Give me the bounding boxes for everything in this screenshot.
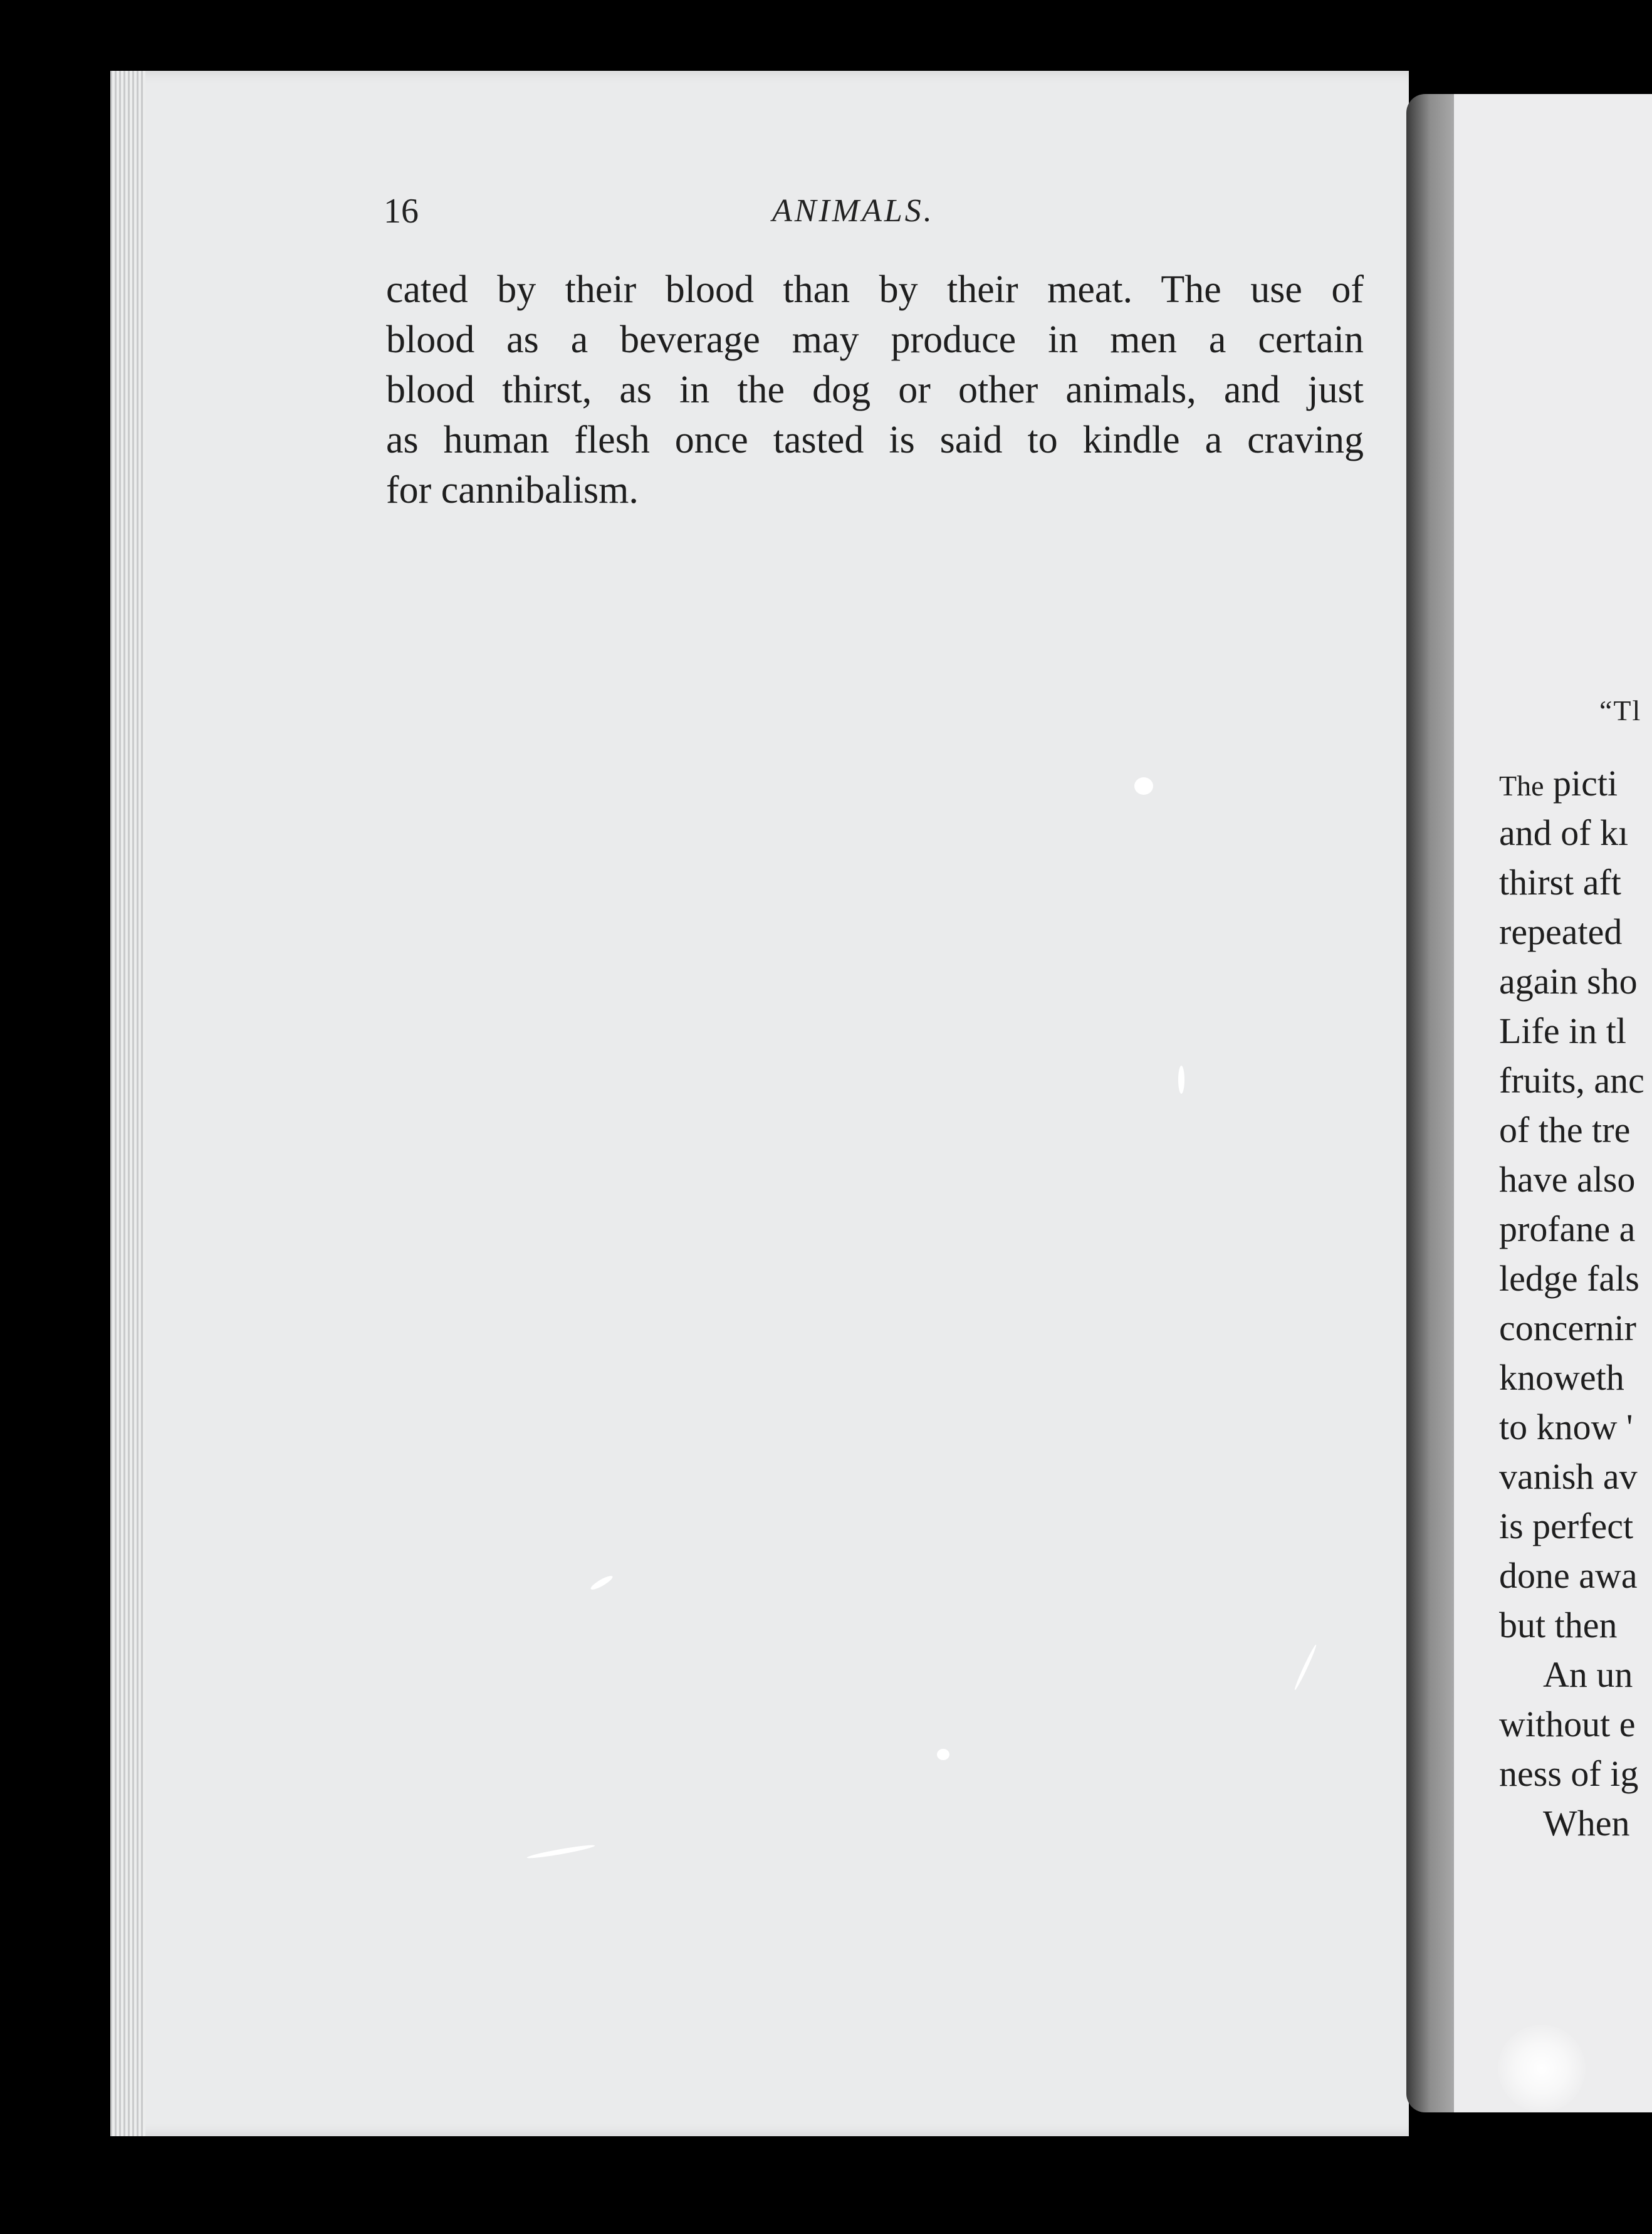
page-edges [110, 71, 145, 2136]
text-line: ness of ig [1499, 1753, 1639, 1794]
text-line: but then [1499, 1605, 1618, 1645]
text-line: blood as a beverage may produce in men a certain [386, 318, 1364, 361]
text-line: for cannibalism. [386, 469, 639, 511]
small-caps-word: The [1499, 770, 1544, 802]
text-line: fruits, anc [1499, 1060, 1644, 1101]
text-line: without e [1499, 1704, 1636, 1744]
text-line: knoweth [1499, 1357, 1624, 1398]
text-line: to know ' [1499, 1407, 1633, 1447]
running-head [384, 191, 1366, 241]
text-line: Life in tl [1499, 1010, 1626, 1051]
text-line: done awa [1499, 1555, 1638, 1596]
text-line: vanish av [1499, 1456, 1638, 1497]
text-line: is perfect [1499, 1506, 1634, 1546]
right-page-heading: “Tl [1599, 695, 1642, 726]
text-line: When [1543, 1803, 1630, 1843]
scan-speck [937, 1749, 949, 1760]
left-page-body-text [386, 265, 1364, 515]
text-line: The picti [1499, 763, 1618, 804]
text-line: of the tre [1499, 1109, 1631, 1150]
text-line: and of kı [1499, 812, 1629, 853]
scan-speck [1134, 777, 1153, 795]
text-line: An un [1543, 1654, 1633, 1695]
text-line: as human flesh once tasted is said to kindle a craving [386, 419, 1364, 461]
page-number: 16 [384, 192, 419, 231]
right-page-body-text [1499, 695, 1652, 1848]
running-head-title: ANIMALS. [772, 193, 934, 229]
text-line: blood thirst, as in the dog or other animals, and just [386, 369, 1364, 411]
text-line: profane a [1499, 1209, 1636, 1249]
text-line: have also [1499, 1159, 1636, 1200]
text-line: thirst aft [1499, 862, 1621, 903]
scan-glare [1498, 2025, 1586, 2112]
text-line: repeated [1499, 911, 1623, 952]
text-line: concernir [1499, 1308, 1636, 1348]
text-line: again sho [1499, 961, 1638, 1002]
text-line: ledge fals [1499, 1258, 1639, 1299]
scan-speck [1178, 1066, 1184, 1094]
text-line: cated by their blood than by their meat. The use of [386, 268, 1364, 311]
